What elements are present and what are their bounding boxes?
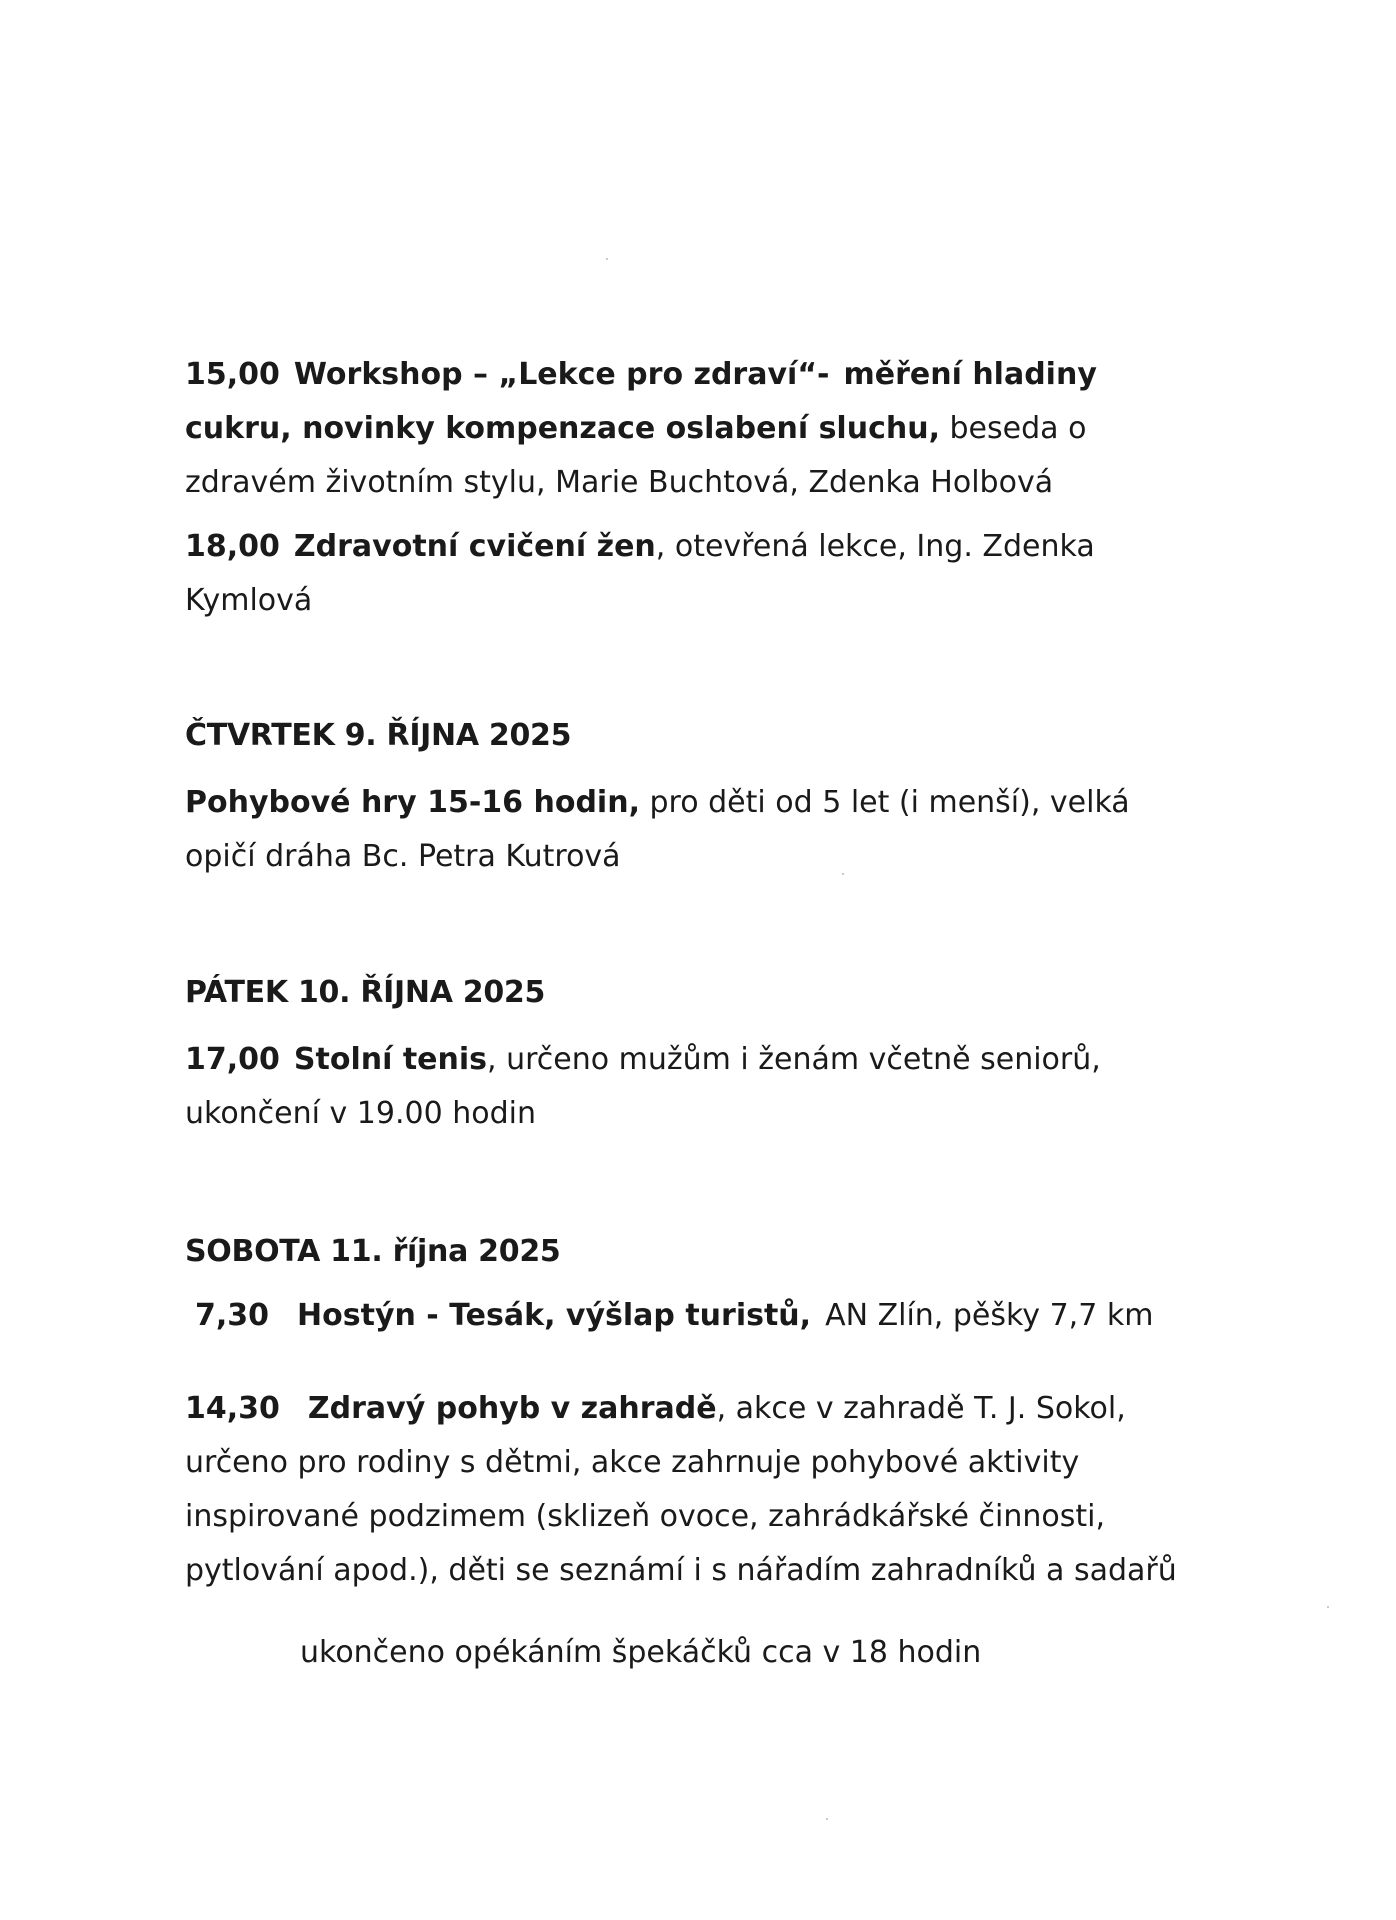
hike-time: 7,30: [195, 1298, 270, 1333]
garden-title: Zdravý pohyb v zahradě: [307, 1391, 717, 1426]
garden-entry: [185, 1382, 1185, 1598]
exercise-details: , otevřená lekce, Ing. Zdenka Kymlová: [185, 529, 1095, 618]
thursday-heading: ČTVRTEK 9. ŘÍJNA 2025: [185, 718, 572, 753]
games-details: pro děti od 5 let (i menší), velká opičí dráha Bc. Petra Kutrová: [185, 785, 1130, 874]
friday-heading: PÁTEK 10. ŘÍJNA 2025: [185, 975, 546, 1010]
tennis-details: , určeno mužům i ženám včetně seniorů, ukončení v 19.00 hodin: [185, 1042, 1101, 1131]
workshop-title: Workshop – „Lekce pro zdraví“-: [293, 357, 830, 392]
tennis-entry: [185, 1033, 1195, 1141]
hike-title: Hostýn - Tesák, výšlap turistů,: [297, 1298, 812, 1333]
saturday-heading: SOBOTA 11. října 2025: [185, 1234, 561, 1269]
workshop-topics: měření hladiny cukru, novinky kompenzace oslabení sluchu,: [185, 357, 1097, 446]
games-entry: [185, 776, 1195, 884]
scan-artifact: [826, 1818, 828, 1820]
hike-details: AN Zlín, pěšky 7,7 km: [825, 1298, 1154, 1333]
garden-time: 14,30: [185, 1391, 280, 1426]
scan-artifact: [1327, 1606, 1329, 1608]
workshop-time: 15,00: [185, 357, 280, 392]
garden-closing: ukončeno opékáním špekáčků cca v 18 hodin: [300, 1635, 982, 1670]
exercise-title: Zdravotní cvičení žen: [293, 529, 656, 564]
tennis-time: 17,00: [185, 1042, 280, 1077]
workshop-entry: [185, 348, 1195, 510]
games-title: Pohybové hry 15-16 hodin,: [185, 785, 640, 820]
garden-details: , akce v zahradě T. J. Sokol, určeno pro rodiny s dětmi, akce zahrnuje pohybové aktivity inspirované podzimem (sklizeň ovoce, zahrádkářské činnosti, pytlování apod.), děti se seznámí i s nářadím zahradníků a sadařů: [185, 1391, 1177, 1588]
tennis-title: Stolní tenis: [293, 1042, 488, 1077]
workshop-details: beseda o zdravém životním stylu, Marie Buchtová, Zdenka Holbová: [185, 411, 1087, 500]
hike-entry: [195, 1289, 1205, 1343]
scan-artifact: [606, 258, 608, 260]
exercise-time: 18,00: [185, 529, 280, 564]
exercise-entry: [185, 520, 1195, 628]
